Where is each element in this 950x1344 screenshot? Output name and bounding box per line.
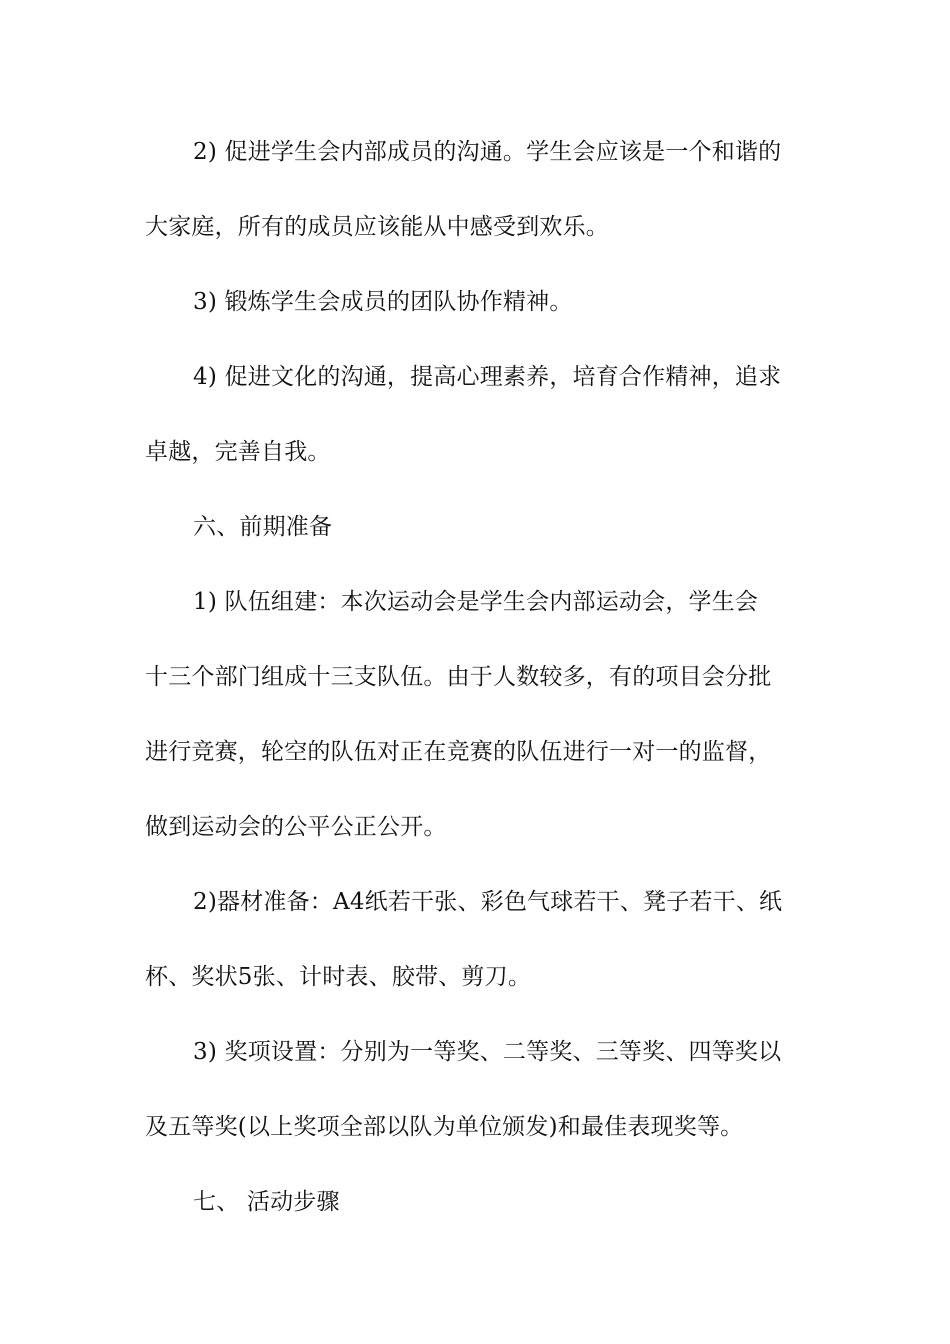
paragraph-line: 3) 奖项设置：分别为一等奖、二等奖、三等奖、四等奖以 [193,1039,782,1065]
paragraph-line: 进行竞赛，轮空的队伍对正在竞赛的队伍进行一对一的监督， [145,739,772,765]
section-heading: 七、 活动步骤 [193,1189,340,1215]
paragraph-line: 1) 队伍组建：本次运动会是学生会内部运动会，学生会 [193,589,759,615]
paragraph-line: 卓越，完善自我。 [145,439,331,465]
paragraph-line: 2)器材准备：A4纸若干张、彩色气球若干、凳子若干、纸 [193,889,783,915]
paragraph-line: 及五等奖(以上奖项全部以队为单位颁发)和最佳表现奖等。 [145,1114,744,1140]
paragraph-line: 2) 促进学生会内部成员的沟通。学生会应该是一个和谐的 [193,139,782,165]
section-heading: 六、前期准备 [193,514,333,540]
paragraph-line: 大家庭，所有的成员应该能从中感受到欢乐。 [145,214,609,240]
paragraph-line: 3) 锻炼学生会成员的团队协作精神。 [193,289,573,315]
paragraph-line: 做到运动会的公平公正公开。 [145,814,447,840]
paragraph-line: 十三个部门组成十三支队伍。由于人数较多，有的项目会分批 [145,664,772,690]
paragraph-line: 杯、奖状5张、计时表、胶带、剪刀。 [145,964,532,990]
paragraph-line: 4) 促进文化的沟通，提高心理素养，培育合作精神，追求 [193,364,782,390]
